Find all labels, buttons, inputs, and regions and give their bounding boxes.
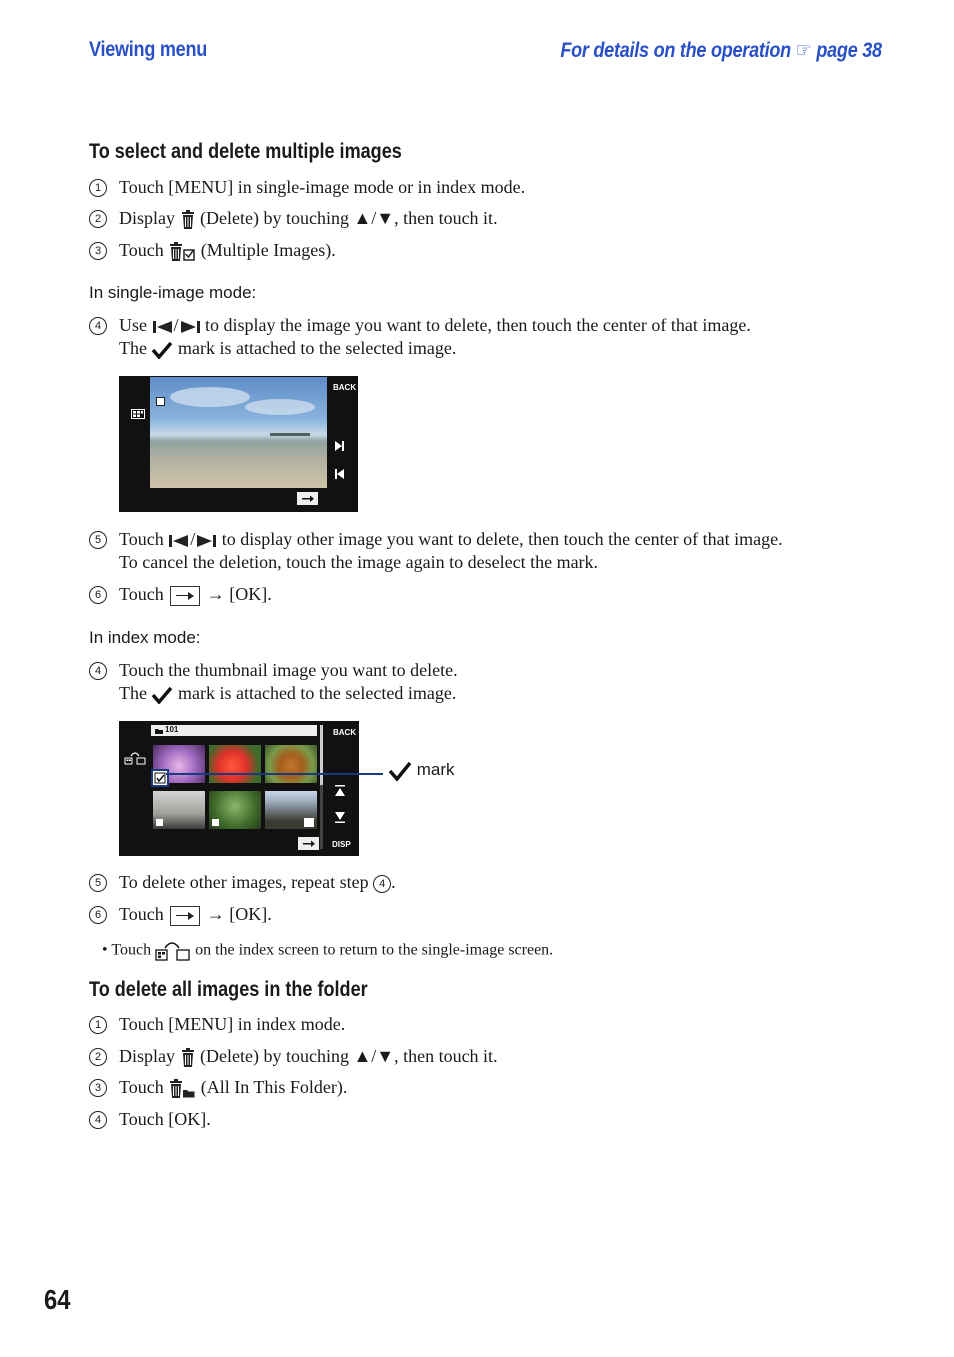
delete-multiple-icon (168, 242, 196, 262)
step-text: Touch (119, 240, 164, 260)
back-button[interactable]: BACK (333, 383, 357, 392)
step-3 (89, 239, 336, 262)
step-text: To cancel the deletion, touch the image again to deselect the mark. (119, 552, 599, 572)
section-title-multiple: To select and delete multiple images (89, 140, 402, 163)
trash-icon (180, 1048, 196, 1068)
step-text: Display (119, 1046, 175, 1066)
next-arrow-button[interactable] (298, 837, 319, 850)
delete-folder-icon (168, 1079, 196, 1099)
page-number: 64 (44, 1284, 71, 1315)
step-text: (Delete) by touching ▲/▼, then touch it. (200, 208, 498, 228)
folder-bar (151, 725, 317, 736)
note-text: on the index screen to return to the single-image screen. (195, 941, 554, 959)
section-title-all-folder: To delete all images in the folder (89, 978, 368, 1001)
note-text: • Touch (102, 941, 152, 959)
thumbnail-flower-red[interactable] (209, 745, 261, 783)
step-number: 2 (89, 210, 107, 228)
callout-mark (388, 760, 455, 781)
single-step-4 (89, 314, 751, 360)
step-text: (All In This Folder). (200, 1077, 348, 1097)
slash: / (190, 529, 196, 549)
step-number: 6 (89, 586, 107, 604)
next-icon (195, 534, 217, 548)
step-1 (89, 176, 525, 199)
photo-beach[interactable] (150, 377, 327, 488)
step-text: to display other image you want to delete, then touch the center of that image. (221, 529, 783, 549)
step-text: Touch [MENU] in index mode. (119, 1014, 346, 1034)
back-button[interactable]: BACK (333, 728, 357, 737)
step-number: 5 (89, 531, 107, 549)
single-mode-label: In single-image mode: (89, 283, 257, 302)
single-image-view-icon[interactable] (124, 751, 146, 770)
folder-step-4 (89, 1108, 211, 1131)
folder-step-3 (89, 1076, 347, 1099)
step-number: 4 (89, 1111, 107, 1129)
step-text: Touch (119, 1077, 164, 1097)
step-text: → [OK]. (206, 904, 272, 924)
index-mode-label: In index mode: (89, 628, 201, 647)
step-text: . (391, 872, 396, 892)
disp-button[interactable]: DISP (332, 840, 351, 849)
single-image-screen (119, 376, 358, 512)
next-button-icon[interactable] (334, 438, 345, 456)
step-number: 3 (89, 242, 107, 260)
step-text: Touch (119, 584, 164, 604)
step-number: 1 (89, 1016, 107, 1034)
step-text: mark is attached to the selected image. (177, 338, 457, 358)
single-step-6 (89, 583, 272, 606)
thumbnail-dog[interactable] (265, 745, 317, 783)
scroll-up-icon[interactable] (335, 783, 345, 801)
slash: / (173, 315, 179, 335)
index-step-5 (89, 871, 396, 894)
index-step-6 (89, 903, 272, 926)
step-text: (Multiple Images). (200, 240, 336, 260)
step-text: Touch (119, 904, 164, 924)
previous-button-icon[interactable] (334, 466, 345, 484)
step-text: Touch [OK]. (119, 1109, 211, 1129)
step-text: → [OK]. (206, 584, 272, 604)
callout-line (166, 773, 383, 775)
step-text: Display (119, 208, 175, 228)
step-number: 2 (89, 1048, 107, 1066)
step-number: 6 (89, 906, 107, 924)
step-text: Touch [MENU] in single-image mode or in index mode. (119, 177, 526, 197)
step-text: To delete other images, repeat step (119, 872, 369, 892)
step-text: Touch (119, 529, 164, 549)
checkmark-icon (151, 686, 173, 704)
step-number: 1 (89, 179, 107, 197)
trash-icon (180, 210, 196, 230)
step-text: to display the image you want to delete, then touch the center of that image. (205, 315, 751, 335)
folder-step-1 (89, 1013, 345, 1036)
index-step-4 (89, 659, 458, 705)
folder-step-2 (89, 1045, 498, 1068)
thumbnail-checkbox[interactable] (212, 819, 219, 826)
scrollbar[interactable] (320, 725, 323, 849)
single-image-toggle-icon (155, 940, 191, 962)
thumbnail-checkbox[interactable] (156, 819, 163, 826)
step-reference: 4 (373, 875, 391, 893)
step-text: Use (119, 315, 147, 335)
step-number: 4 (89, 317, 107, 335)
scroll-down-icon[interactable] (335, 810, 345, 828)
movie-icon (304, 818, 314, 827)
folder-icon (155, 728, 163, 734)
step-number: 5 (89, 874, 107, 892)
step-text: The (119, 338, 147, 358)
folder-number: 101 (165, 725, 179, 734)
index-screen (119, 721, 359, 856)
header-section-title: Viewing menu (89, 38, 208, 61)
header-page-reference[interactable]: For details on the operation ☞ page 38 (560, 39, 882, 62)
callout-label: mark (416, 760, 455, 779)
checkmark-icon (151, 341, 173, 359)
next-arrow-button[interactable] (297, 492, 318, 505)
previous-icon (152, 320, 174, 334)
step-number: 3 (89, 1079, 107, 1097)
step-text: (Delete) by touching ▲/▼, then touch it. (200, 1046, 498, 1066)
step-text: mark is attached to the selected image. (177, 683, 457, 703)
step-2 (89, 207, 498, 230)
next-icon (179, 320, 201, 334)
previous-icon (168, 534, 190, 548)
step-text: The (119, 683, 147, 703)
index-view-icon[interactable] (131, 406, 145, 424)
step-text: Touch the thumbnail image you want to delete. (119, 660, 458, 680)
single-step-5 (89, 528, 783, 574)
next-arrow-box-icon (170, 586, 200, 606)
next-arrow-box-icon (170, 906, 200, 926)
note (102, 940, 553, 962)
step-number: 4 (89, 662, 107, 680)
selected-thumbnail-checkbox[interactable] (151, 769, 169, 787)
selection-checkbox[interactable] (156, 397, 165, 406)
checkmark-icon (388, 761, 412, 781)
